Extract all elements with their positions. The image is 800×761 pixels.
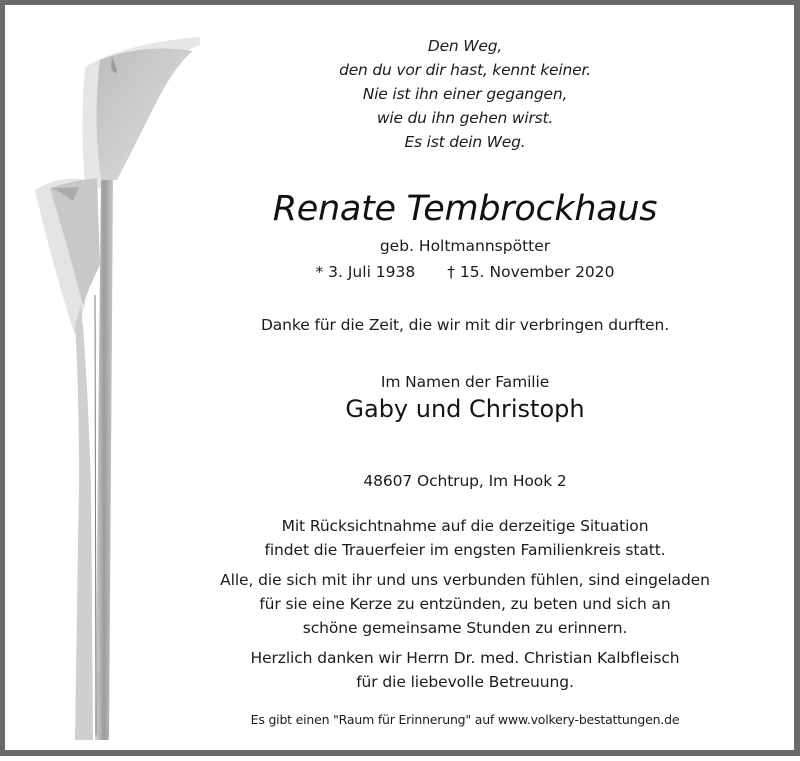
gratitude-line: Danke für die Zeit, die wir mit dir verbringen durften. — [260, 316, 670, 334]
notice-line: Alle, die sich mit ihr und uns verbunden fühlen, sind eingeladen — [220, 571, 710, 589]
notice-line: für die liebevolle Betreuung. — [356, 673, 574, 691]
poem-line: wie du ihn gehen wirst. — [376, 109, 554, 127]
memorial-website-note: Es gibt einen "Raum für Erinnerung" auf www.volkery-bestattungen.de — [250, 712, 680, 727]
poem-line: Nie ist ihn einer gegangen, — [362, 85, 568, 103]
notice-line: Mit Rücksichtnahme auf die derzeitige Situation — [281, 517, 649, 535]
calla-lily-icon — [5, 5, 205, 761]
life-dates — [195, 263, 735, 281]
poem-line: Den Weg, — [427, 37, 503, 55]
address: 48607 Ochtrup, Im Hook 2 — [363, 472, 567, 490]
death-date: † 15. November 2020 — [447, 263, 615, 281]
deceased-name: Renate Tembrockhaus — [272, 189, 658, 229]
poem-line: den du vor dir hast, kennt keiner. — [339, 61, 591, 79]
notice-line: für sie eine Kerze zu entzünden, zu beten und sich an — [259, 595, 671, 613]
family-intro: Im Namen der Familie — [380, 373, 550, 391]
family-names: Gaby und Christoph — [345, 395, 585, 423]
notice-line: findet die Trauerfeier im engsten Familienkreis statt. — [264, 541, 666, 559]
poem-line: Es ist dein Weg. — [404, 133, 526, 151]
notice-line: Herzlich danken wir Herrn Dr. med. Christian Kalbfleisch — [250, 649, 680, 667]
notice-line: schöne gemeinsame Stunden zu erinnern. — [302, 619, 628, 637]
maiden-name: geb. Holtmannspötter — [379, 237, 551, 255]
birth-date: * 3. Juli 1938 — [315, 263, 416, 281]
